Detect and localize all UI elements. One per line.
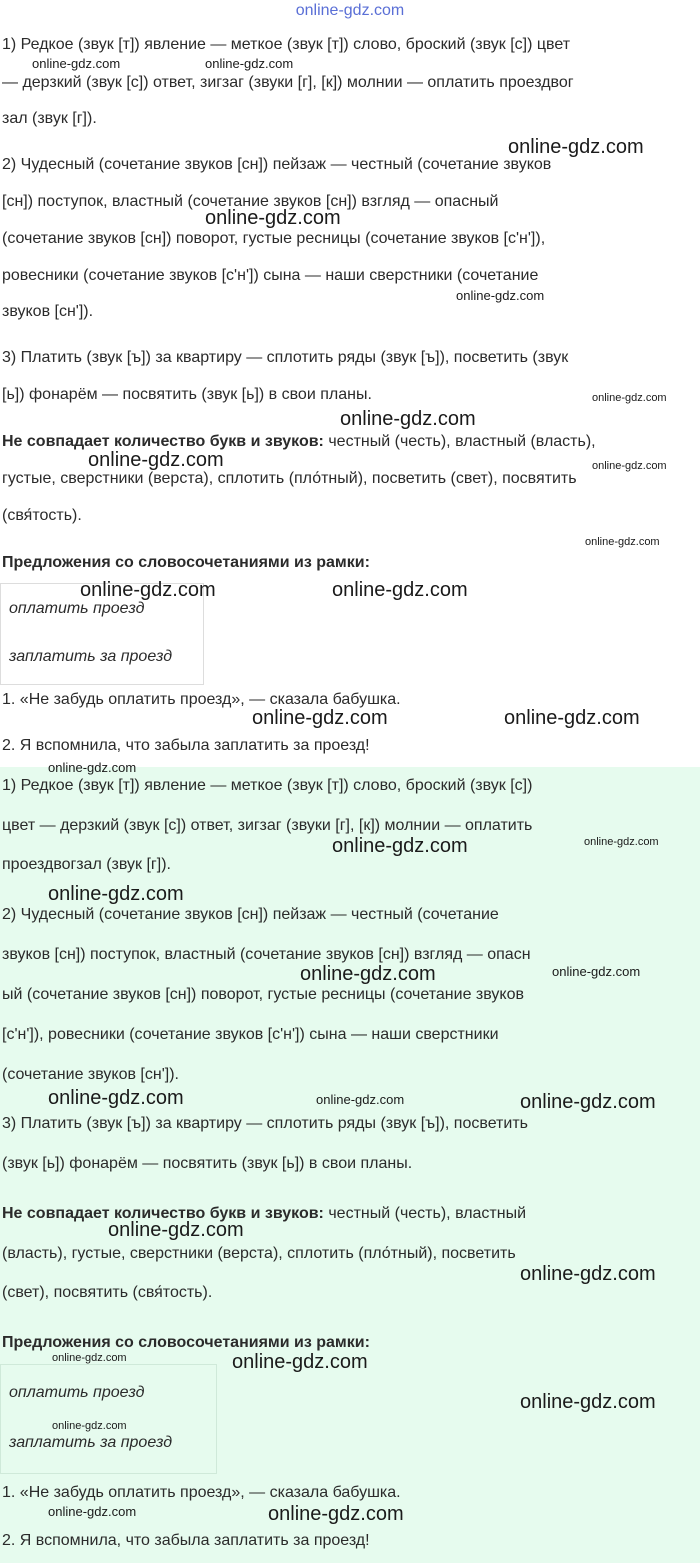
watermark: online-gdz.com	[48, 1087, 184, 1109]
text-line: звуков [сн']).	[2, 303, 94, 320]
phrase-item: заплатить за проезд	[9, 1434, 173, 1451]
text-line: [с'н']), ровесники (сочетание звуков [с'н']) сына — наши сверстники	[2, 1026, 499, 1043]
watermark: online-gdz.com	[48, 760, 137, 775]
watermark: online-gdz.com	[584, 836, 659, 848]
watermark: online-gdz.com	[332, 835, 468, 857]
text-line: цвет — дерзкий (звук [с]) ответ, зигзаг (звуки [г], [к]) молнии — оплатить	[2, 817, 533, 834]
site-watermark[interactable]: online-gdz.com	[295, 2, 405, 19]
mismatch-label: Не совпадает количество букв и звуков:	[2, 433, 324, 450]
watermark: online-gdz.com	[592, 392, 667, 404]
watermark: online-gdz.com	[205, 207, 341, 229]
watermark: online-gdz.com	[520, 1263, 656, 1285]
watermark: online-gdz.com	[340, 408, 476, 430]
watermark: online-gdz.com	[232, 1351, 368, 1373]
text-line: (свя́тость).	[2, 507, 82, 524]
watermark: online-gdz.com	[552, 964, 641, 979]
watermark: online-gdz.com	[52, 1352, 127, 1364]
text-line: 1) Редкое (звук [т]) явление — меткое (звук [т]) слово, броский (звук [с]) цвет	[2, 36, 571, 53]
text-line: (сочетание звуков [сн']).	[2, 1066, 179, 1083]
text-line: 2) Чудесный (сочетание звуков [сн]) пейзаж — честный (сочетание звуков	[2, 156, 552, 173]
text-line: 3) Платить (звук [ъ]) за квартиру — сплотить ряды (звук [ъ]), посветить (звук	[2, 349, 569, 366]
text-line: 2) Чудесный (сочетание звуков [сн]) пейзаж — честный (сочетание	[2, 906, 499, 923]
example-sentence: 1. «Не забудь оплатить проезд», — сказала бабушка.	[2, 1484, 401, 1501]
text-line: 3) Платить (звук [ъ]) за квартиру — сплотить ряды (звук [ъ]), посветить	[2, 1115, 528, 1132]
watermark: online-gdz.com	[508, 136, 644, 158]
watermark: online-gdz.com	[585, 536, 660, 548]
phrase-item: заплатить за проезд	[9, 648, 173, 665]
sentences-heading: Предложения со словосочетаниями из рамки:	[2, 1334, 370, 1351]
watermark: online-gdz.com	[316, 1092, 405, 1107]
text-line: ровесники (сочетание звуков [с'н']) сына — наши сверстники (сочетание	[2, 267, 539, 284]
mismatch-line	[2, 1205, 526, 1223]
phrase-box	[0, 1364, 217, 1474]
watermark: online-gdz.com	[520, 1391, 656, 1413]
watermark: online-gdz.com	[252, 707, 388, 729]
text-line: ый (сочетание звуков [сн]) поворот, густые ресницы (сочетание звуков	[2, 986, 524, 1003]
example-sentence: 1. «Не забудь оплатить проезд», — сказала бабушка.	[2, 691, 401, 708]
watermark: online-gdz.com	[205, 56, 294, 71]
mismatch-text: честный (честь), властный	[323, 1205, 527, 1222]
example-sentence: 2. Я вспомнила, что забыла заплатить за проезд!	[2, 1532, 370, 1549]
mismatch-label: Не совпадает количество букв и звуков:	[2, 1205, 324, 1222]
text-line: проездвогзал (звук [г]).	[2, 856, 171, 873]
watermark: online-gdz.com	[300, 963, 436, 985]
watermark: online-gdz.com	[592, 460, 667, 472]
watermark: online-gdz.com	[80, 579, 216, 601]
text-line: (свет), посвятить (свя́тость).	[2, 1284, 213, 1301]
text-line: зал (звук [г]).	[2, 110, 97, 127]
watermark: online-gdz.com	[520, 1091, 656, 1113]
text-line: (сочетание звуков [сн]) поворот, густые ресницы (сочетание звуков [с'н']),	[2, 230, 546, 247]
mismatch-text: честный (честь), властный (власть),	[323, 433, 596, 450]
watermark: online-gdz.com	[456, 288, 545, 303]
watermark: online-gdz.com	[88, 449, 224, 471]
phrase-item: оплатить проезд	[9, 600, 145, 617]
text-line: 1) Редкое (звук [т]) явление — меткое (звук [т]) слово, броский (звук [с])	[2, 777, 533, 794]
sentences-heading: Предложения со словосочетаниями из рамки:	[2, 554, 370, 571]
watermark: online-gdz.com	[332, 579, 468, 601]
text-line: звуков [сн]) поступок, властный (сочетание звуков [сн]) взгляд — опасн	[2, 946, 531, 963]
watermark: online-gdz.com	[504, 707, 640, 729]
watermark: online-gdz.com	[48, 883, 184, 905]
text-line: [ь]) фонарём — посвятить (звук [ь]) в свои планы.	[2, 386, 372, 403]
watermark: online-gdz.com	[108, 1219, 244, 1241]
text-line: (власть), густые, сверстники (верста), сплотить (пло́тный), посветить	[2, 1245, 516, 1262]
watermark: online-gdz.com	[32, 56, 121, 71]
text-line: густые, сверстники (верста), сплотить (пло́тный), посветить (свет), посвятить	[2, 470, 577, 487]
phrase-item: оплатить проезд	[9, 1384, 145, 1401]
watermark: online-gdz.com	[52, 1420, 127, 1432]
text-line: (звук [ь]) фонарём — посвятить (звук [ь]) в свои планы.	[2, 1155, 413, 1172]
text-line: [сн]) поступок, властный (сочетание звуков [сн]) взгляд — опасный	[2, 193, 499, 210]
example-sentence: 2. Я вспомнила, что забыла заплатить за проезд!	[2, 737, 370, 754]
text-line: — дерзкий (звук [с]) ответ, зигзаг (звуки [г], [к]) молнии — оплатить проездвог	[2, 74, 574, 91]
watermark: online-gdz.com	[268, 1503, 404, 1525]
watermark: online-gdz.com	[48, 1504, 137, 1519]
